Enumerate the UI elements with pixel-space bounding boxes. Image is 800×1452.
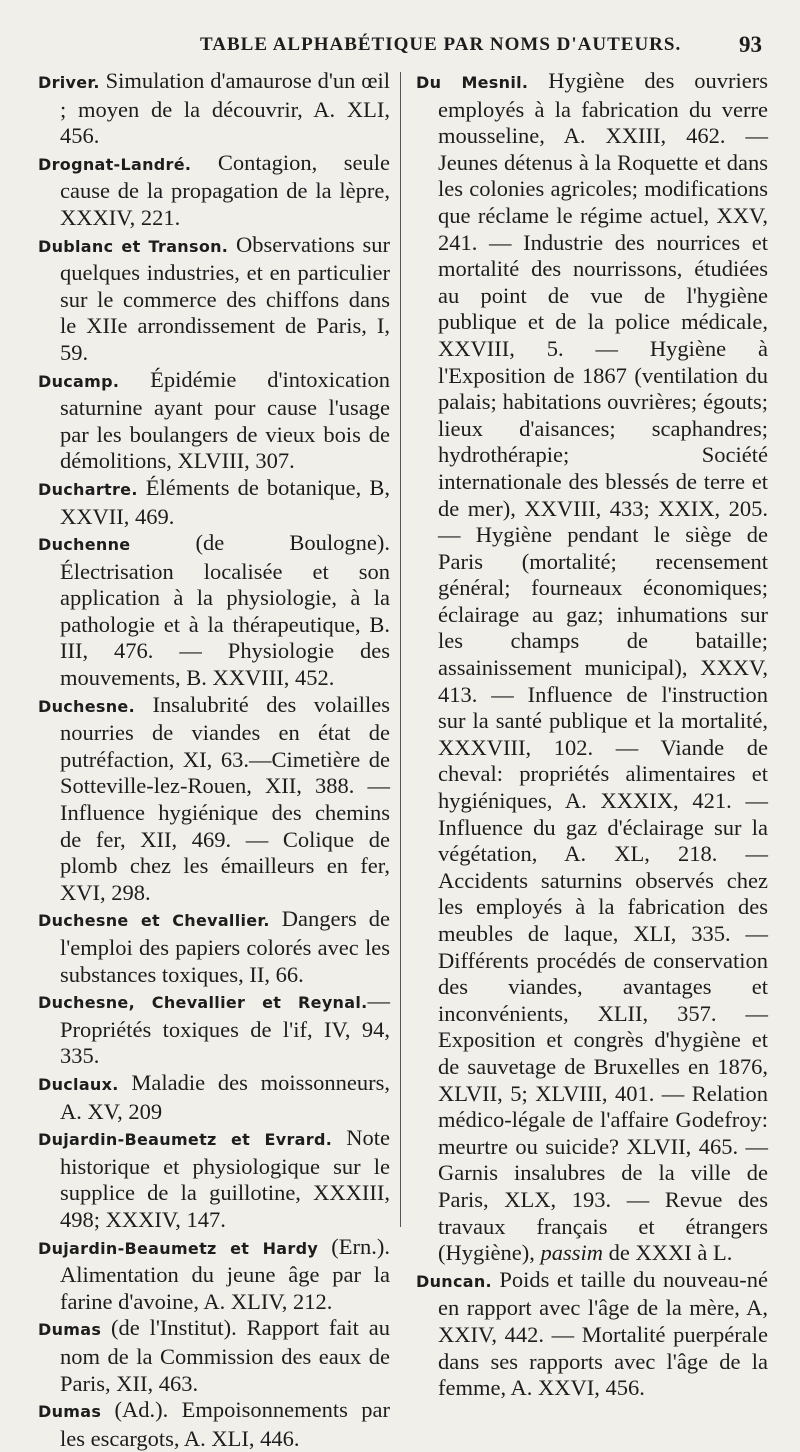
entry-text: Insalubrité des volailles nourries de viandes en état de putréfaction, XI, 63.—Cimetière de Sotteville-lez-Rouen, XII, 388. — Influence hygiénique des chemins de fer, XII, 469. — Colique de plomb chez les émailleurs en fer, XVI, 298. <box>60 691 390 905</box>
index-entry <box>38 1234 390 1316</box>
index-entry <box>416 1267 768 1402</box>
author-name: Duchesne et Chevallier. <box>38 911 270 931</box>
author-name: Dublanc et Transon. <box>38 236 229 256</box>
page-number: 93 <box>739 32 762 57</box>
author-name: Du Mesnil. <box>416 73 529 92</box>
index-entry <box>38 692 390 907</box>
index-entry <box>38 988 390 1070</box>
index-entry <box>38 906 390 988</box>
index-entry <box>38 1397 390 1452</box>
author-name: Driver. <box>38 73 100 92</box>
author-name: Dujardin-Beaumetz et Evrard. <box>38 1130 333 1150</box>
author-name: Dumas <box>38 1402 102 1422</box>
entry-text: Dangers de l'emploi des papiers colorés avec les substances toxiques, II, 66. <box>60 906 390 987</box>
index-entry <box>38 367 390 475</box>
index-entry <box>416 68 768 1267</box>
index-entry <box>38 1070 390 1125</box>
entry-text: Poids et taille du nouveau-né en rapport avec l'âge de la mère, A, XXIV, 442. — Mortalité puerpérale dans ses rapports avec l'âge de la femme, A. XXVI, 456. <box>438 1266 768 1401</box>
author-name: Duchesne, Chevallier et Reynal. <box>38 993 368 1013</box>
index-entry <box>38 530 390 692</box>
entry-text: Épidémie d'intoxication saturnine ayant pour cause l'usage par les boulangers de vieux bois de démolitions, XLVIII, 307. <box>60 366 390 474</box>
author-name: Drognat-Landré. <box>38 154 192 174</box>
author-name: Ducamp. <box>38 371 120 391</box>
entry-text: Hygiène des ouvriers employés à la fabrication du verre mousseline, A. XXIII, 462. — Jeunes détenus à la Roquette et dans les colonies agricoles; modifications que réclame le régime actuel, XXV, 241. — Industrie des nourrices et mortalité des nourrissons, étudiées au point de vue de l'hygiène publique et de la police médicale, XXVIII, 5. — Hygiène à l'Exposition de 1867 (ventilation du palais; habitations ouvrières; égouts; lieux d'aisances; scaphandres; hydrothérapie; Société internationale des blessés de terre et de mer), XXVIII, 433; XXIX, 205. — Hygiène pendant le siège de Paris (mortalité; recensement général; fourneaux économiques; éclairage au gaz; inhumations sur les champs de bataille; assainissement municipal), XXXV, 413. — Influence de l'instruction sur la santé publique et la mortalité, XXXVIII, 102. — Viande de cheval: propriétés alimentaires et hygiéniques, A. XXXIX, 421. — Influence du gaz d'éclairage sur la végétation, A. XL, 218. — Accidents saturnins observés chez les employés à la fabrication des meubles de laque, XLI, 335. — Différents procédés de conservation des viandes, avantages et inconvénients, XLII, 357. — Exposition et congrès d'hygiène et de sauvetage de Bruxelles en 1876, XLVII, 5; XLVIII, 401. — Relation médico-légale de l'affaire Godefroy: meurtre ou suicide? XLVII, 465. — Garnis insalubres de la ville de Paris, XLX, 193. — Revue des travaux français et étrangers (Hygiène), <box>438 68 768 1266</box>
index-entry <box>38 1125 390 1233</box>
entry-text: — Propriétés toxiques de l'if, IV, 94, 335. <box>60 988 390 1069</box>
index-entry <box>38 475 390 530</box>
author-name: Duchesne. <box>38 696 135 716</box>
entry-text: Maladie des moissonneurs, A. XV, 209 <box>60 1069 390 1124</box>
right-column <box>416 68 768 1402</box>
index-entry <box>38 68 390 150</box>
entry-text: Contagion, seule cause de la propagation de la lèpre, XXXIV, 221. <box>60 149 390 230</box>
entry-text: Simulation d'amaurose d'un œil ; moyen de la découvrir, A. XLI, 456. <box>60 68 390 149</box>
running-title: TABLE ALPHABÉTIQUE PAR NOMS D'AUTEURS. <box>200 34 682 55</box>
entry-text: Observations sur quelques industries, et en particulier sur le commerce des chiffons dans le XIIe arrondissement de Paris, I, 59. <box>60 231 391 365</box>
column-divider <box>400 72 401 1227</box>
index-entry <box>38 232 390 367</box>
entry-text: Note historique et physiologique sur le supplice de la guillotine, XXXIII, 498; XXXIV, 147. <box>60 1125 390 1232</box>
author-name: Duncan. <box>416 1271 492 1291</box>
entry-text-tail: de XXXI à L. <box>602 1240 733 1266</box>
passim-italic: passim <box>540 1240 603 1266</box>
left-column <box>38 68 390 1452</box>
author-name: Duclaux. <box>38 1074 119 1094</box>
page-header <box>0 30 800 70</box>
index-entry <box>38 150 390 232</box>
entry-text: (Ad.). Empoisonnements par les escargots, A. XLI, 446. <box>60 1397 390 1451</box>
index-entry <box>38 1315 390 1397</box>
author-name: Dujardin-Beaumetz et Hardy <box>38 1238 319 1258</box>
author-name: Duchenne <box>38 535 131 555</box>
entry-text: (de l'Institut). Rapport fait au nom de la Commission des eaux de Paris, XII, 463. <box>60 1315 390 1396</box>
entry-text: (de Boulogne). Électrisation localisée et son application à la physiologie, à la pathologie et à la thérapeutique, B. III, 476. — Physiologie des mouvements, B. XXVIII, 452. <box>60 530 390 691</box>
author-name: Duchartre. <box>38 479 138 499</box>
author-name: Dumas <box>38 1320 102 1340</box>
entry-text: (Ern.). Alimentation du jeune âge par la farine d'avoine, A. XLIV, 212. <box>60 1233 390 1314</box>
entry-text: Éléments de botanique, B, XXVII, 469. <box>60 474 390 529</box>
